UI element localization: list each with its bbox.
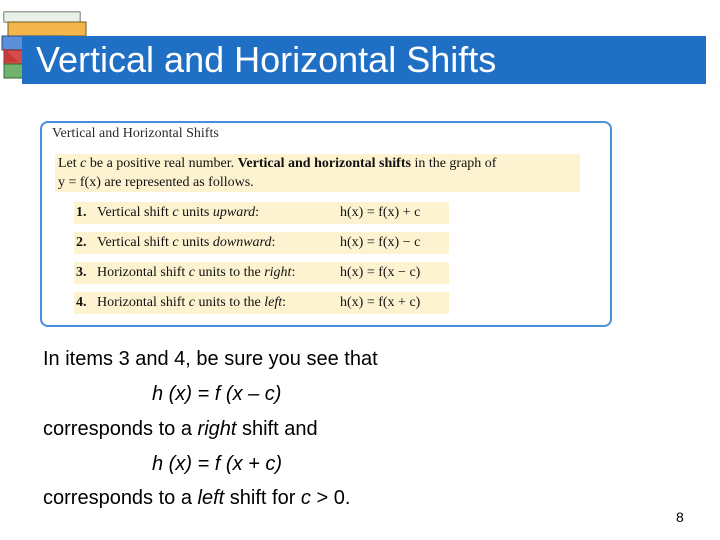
body-line-3 [43,418,318,441]
body-formula-1: h (x) = f (x – c) [152,383,282,405]
item-text [97,295,286,311]
item-formula: h(x) = f(x − c) [340,265,421,280]
item-number: 2. [76,235,87,250]
item-colon: : [291,265,296,280]
item-direction: downward [212,235,272,250]
intro-line-2: y = f(x) are represented as follows. [58,175,254,190]
item-text-a: Horizontal shift [97,265,189,280]
intro-line-1 [58,156,496,172]
body-emphasis-right: right [197,418,237,440]
item-text [97,205,259,221]
item-text-a: Vertical shift [97,235,173,250]
intro-text-b: be a positive real number. [86,156,238,171]
body-var-c: c [300,487,311,509]
item-number: 4. [76,295,87,310]
body-line-5 [43,487,350,510]
item-text-b: units [178,235,213,250]
body-formula-2: h (x) = f (x + c) [152,453,283,475]
body-text: corresponds to a [43,487,198,509]
item-text-a: Vertical shift [97,205,173,220]
item-colon: : [282,295,286,310]
intro-bold: Vertical and horizontal shifts [237,156,411,171]
intro-text-a: Let [58,156,81,171]
item-direction: upward [212,205,256,220]
body-text: shift for [224,487,301,509]
item-formula: h(x) = f(x + c) [340,295,421,310]
item-number: 1. [76,205,87,220]
item-direction: right [264,265,292,280]
item-colon: : [271,235,276,250]
item-var-c: c [172,205,179,220]
item-formula: h(x) = f(x) − c [340,235,421,250]
item-colon: : [255,205,260,220]
item-direction: left [264,295,283,310]
body-line-1: In items 3 and 4, be sure you see that [43,348,378,370]
body-text: corresponds to a [43,418,198,440]
item-number: 3. [76,265,87,280]
item-text-a: Horizontal shift [97,295,189,310]
page-number: 8 [676,509,684,525]
body-emphasis-left: left [197,487,225,509]
intro-text-d: in the graph of [410,156,497,171]
item-var-c: c [172,235,179,250]
item-formula: h(x) = f(x) + c [340,205,421,220]
intro-var-c: c [80,156,87,171]
item-text-b: units [178,205,213,220]
box-title: Vertical and Horizontal Shifts [52,126,219,141]
slide-title: Vertical and Horizontal Shifts [36,39,497,80]
item-text-b: units to the [194,295,265,310]
item-text [97,265,295,281]
item-var-c: c [188,295,195,310]
body-text: shift and [236,418,318,440]
item-var-c: c [188,265,195,280]
item-text-b: units to the [194,265,265,280]
body-text: > 0. [310,487,351,509]
item-text [97,235,275,251]
